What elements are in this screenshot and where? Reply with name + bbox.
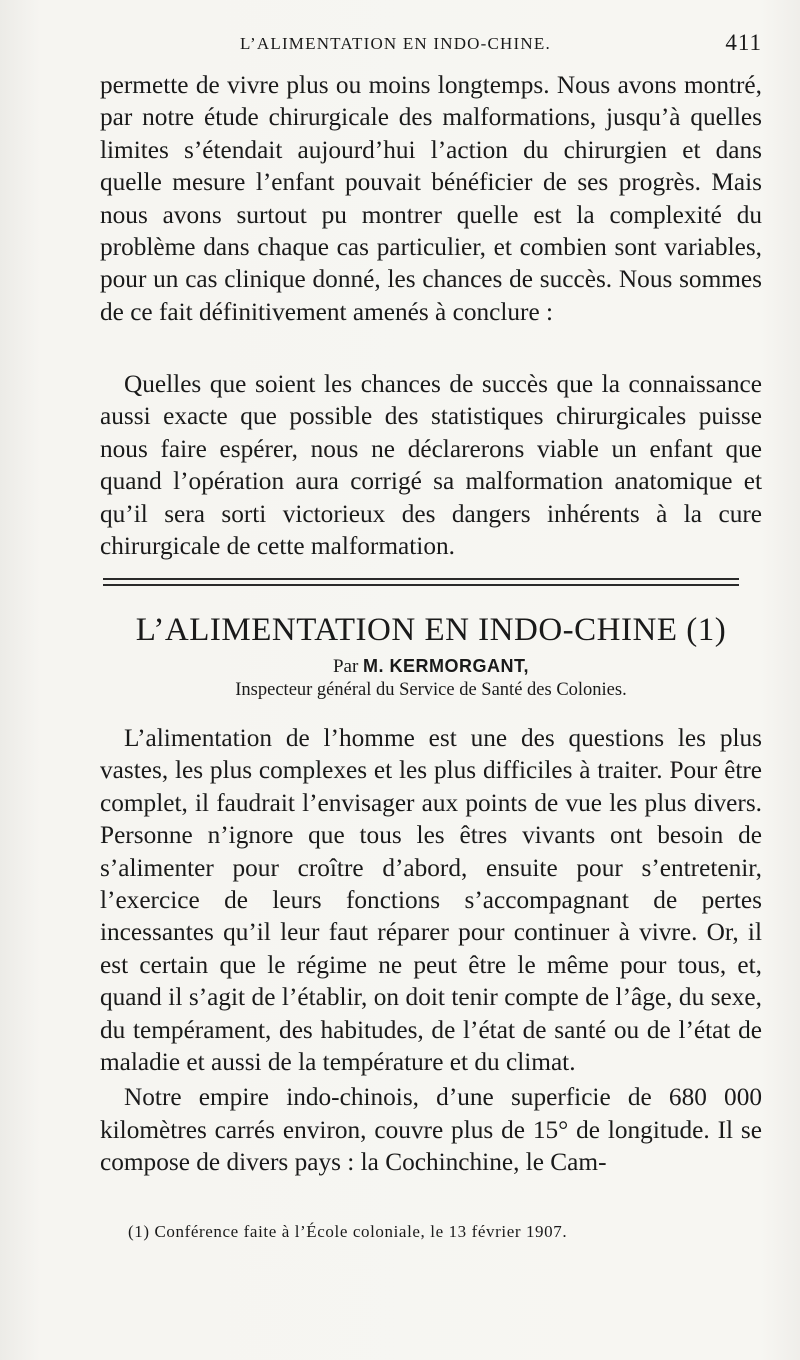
byline [100, 656, 762, 678]
footnote: (1) Conférence faite à l’École coloniale, le 13 février 1907. [128, 1222, 568, 1241]
byline-prefix: Par [332, 656, 359, 677]
author-affiliation: Inspecteur général du Service de Santé des Colonies. [235, 680, 627, 700]
paragraph: L’alimentation de l’homme est une des questions les plus vastes, les plus complexes et les plus difficiles à traiter. Pour être complet, il faudrait l’envisager aux points de vue les plus divers. Personne n’ignore que tous les êtres vivants ont besoin de s’alimenter pour croître d’abord, ensuite pour s’entretenir, l’exercice de leurs fonctions s’accompagnant de pertes incessantes qu’il leur faut réparer pour continuer à vivre. Or, il est certain que le régime ne peut être le même pour tous, et, quand il s’agit de l’établir, on doit tenir compte de l’âge, du sexe, du tempérament, des habitudes, de l’état de santé ou de l’état de maladie et aussi de la température et du climat. [100, 724, 762, 1077]
running-title: L’ALIMENTATION EN INDO-CHINE. [240, 34, 551, 53]
paragraph: Quelles que soient les chances de succès que la connaissance aussi exacte que possible des statistiques chirurgicales puisse nous faire espérer, nous ne déclarerons viable un enfant que quand l’opération aura corrigé sa malformation anatomique et qu’il sera sorti victorieux des dangers inhérents à la cure chirurgicale de cette malformation. [100, 370, 762, 561]
article-body [100, 722, 762, 1179]
previous-article-conclusion [100, 69, 762, 328]
section-divider [103, 578, 739, 586]
page-number: 411 [725, 30, 762, 55]
previous-article-final-statement [100, 368, 762, 565]
paragraph: permette de vivre plus ou moins longtemps. Nous avons montré, par notre étude chirurgicale des malformations, jusqu’à quelles limites s’étendait aujourd’hui l’action du chirurgien et dans quelle mesure l’enfant pouvait bénéficier de ses progrès. Mais nous avons surtout pu montrer quelle est la complexité du problème dans chaque cas particulier, et combien sont variables, pour un cas clinique donné, les chances de succès. Nous sommes de ce fait définitivement amenés à conclure : [100, 71, 762, 326]
article-title: L’ALIMENTATION EN INDO-CHINE (1) [135, 612, 727, 648]
running-header [100, 30, 762, 60]
paragraph: Notre empire indo-chinois, d’une superficie de 680 000 kilomètres carrés environ, couvre plus de 15° de longitude. Il se compose de divers pays : la Cochinchine, le Cam- [100, 1083, 762, 1177]
author-name: M. KERMORGANT, [363, 656, 530, 676]
